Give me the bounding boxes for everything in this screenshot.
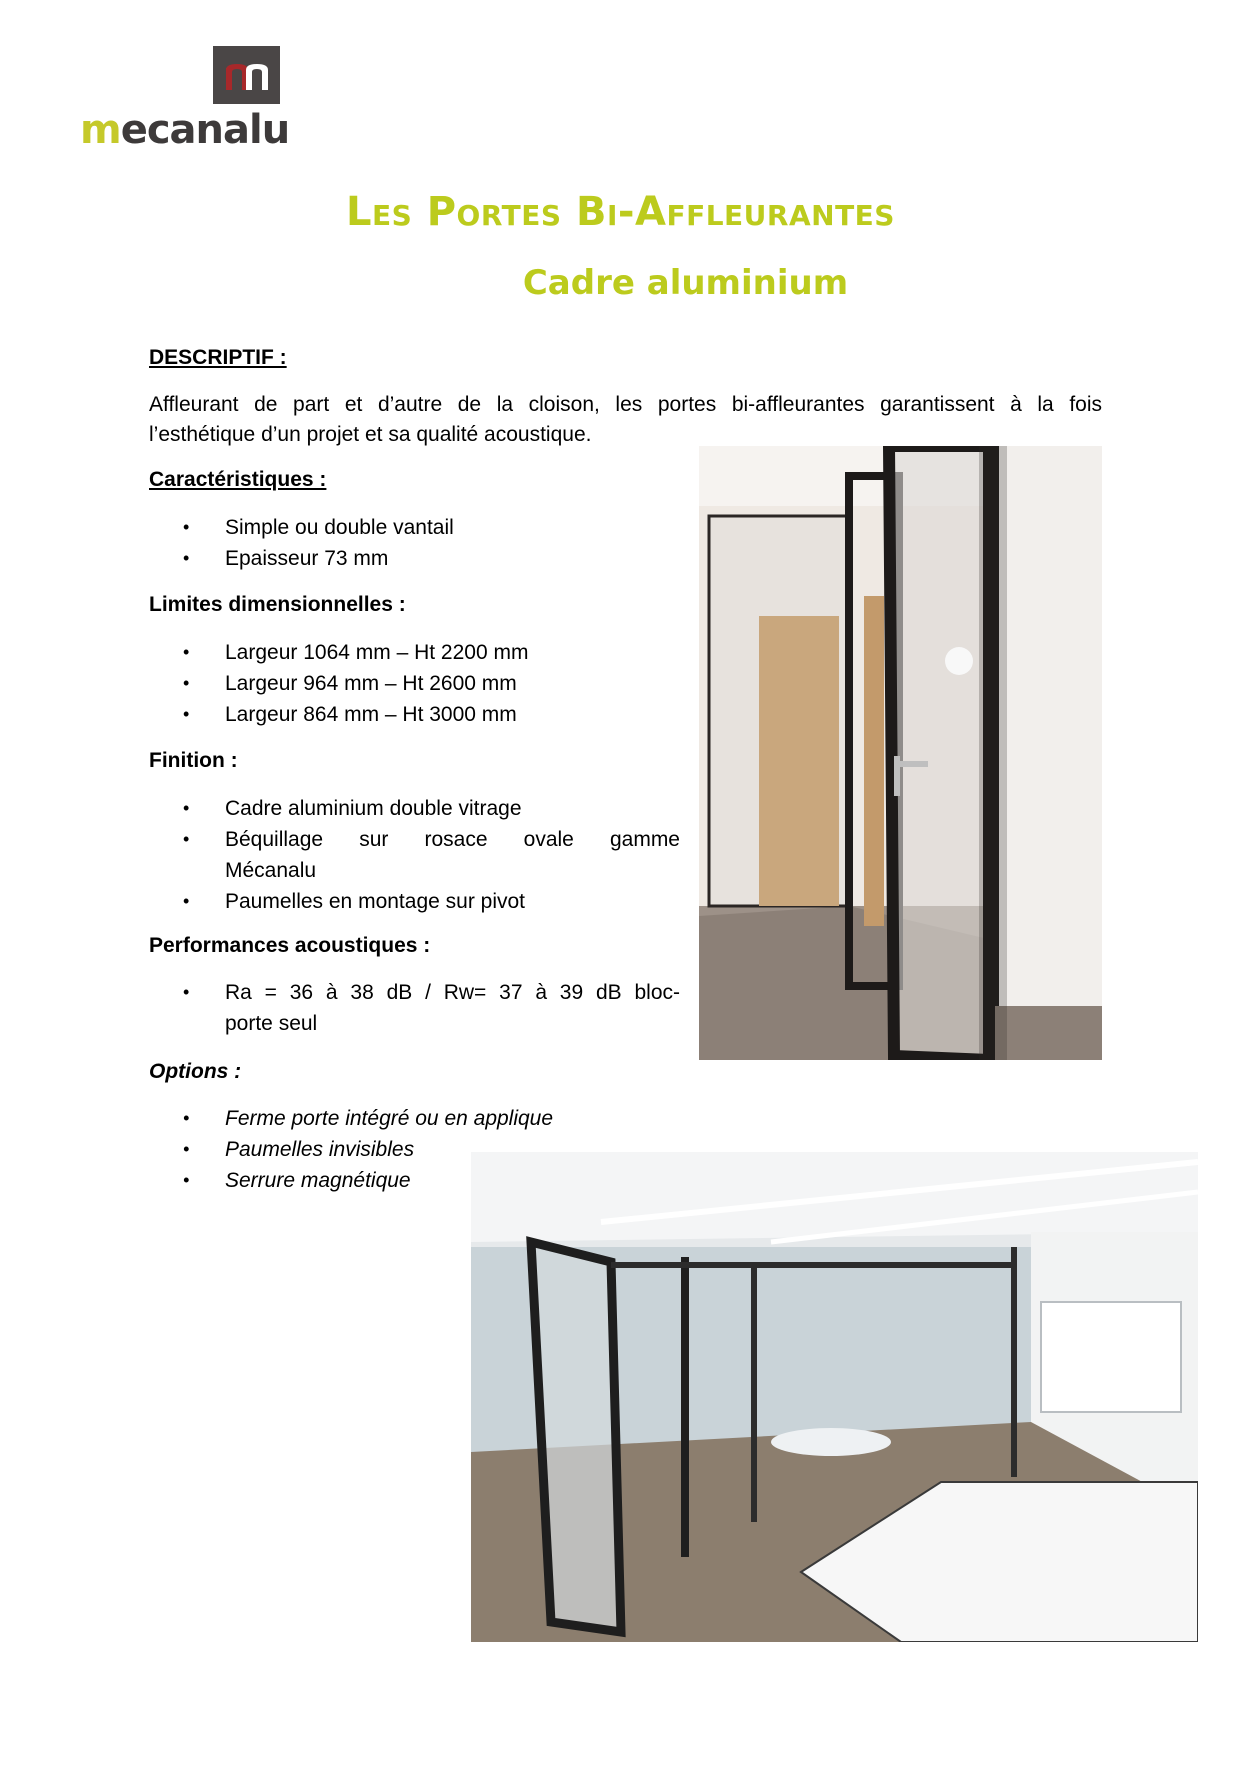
caracteristiques-list: [149, 512, 454, 574]
list-item: • Ferme porte intégré ou en applique: [149, 1103, 553, 1134]
finition-heading: Finition :: [149, 749, 238, 772]
door-photo: [699, 446, 1102, 1060]
logo-wordmark: mecanalu: [80, 107, 290, 153]
performances-list: [149, 977, 680, 1039]
page-title: Les Portes Bi-Affleurantes: [346, 189, 895, 235]
list-item: • Paumelles en montage sur pivot: [149, 886, 680, 917]
list-item: • Paumelles invisibles: [149, 1134, 553, 1165]
list-item: • Largeur 864 mm – Ht 3000 mm: [149, 699, 528, 730]
list-item-continuation: porte seul: [225, 1012, 318, 1035]
list-item: • Serrure magnétique: [149, 1165, 553, 1196]
list-item: • Cadre aluminium double vitrage: [149, 793, 680, 824]
list-item: • Simple ou double vantail: [149, 512, 454, 543]
descriptif-line-1: Affleurant de part et d’autre de la cloison, les portes bi-affleurantes garantissent à la fois: [149, 393, 1102, 416]
performances-heading: Performances acoustiques :: [149, 934, 431, 957]
caracteristiques-heading: Caractéristiques :: [149, 468, 327, 491]
descriptif-line-2: l’esthétique d’un projet et sa qualité acoustique.: [149, 423, 592, 446]
meeting-room-photo: [471, 1152, 1198, 1642]
descriptif-heading: DESCRIPTIF :: [149, 346, 287, 369]
list-item-continuation: Mécanalu: [225, 859, 317, 882]
brand-logo: [80, 46, 290, 156]
list-item: • Largeur 1064 mm – Ht 2200 mm: [149, 637, 528, 668]
limites-heading: Limites dimensionnelles :: [149, 593, 406, 616]
limites-list: [149, 637, 528, 730]
list-item: • Epaisseur 73 mm: [149, 543, 454, 574]
list-item: • Ra = 36 à 38 dB / Rw= 37 à 39 dB bloc-: [149, 977, 680, 1008]
logo-mark: [213, 46, 280, 104]
finition-list: [149, 793, 680, 917]
descriptif-text: [149, 390, 1102, 450]
list-item: • Largeur 964 mm – Ht 2600 mm: [149, 668, 528, 699]
list-item: • Béquillage sur rosace ovale gamme: [149, 824, 680, 855]
options-heading: Options :: [149, 1060, 242, 1083]
page-subtitle: Cadre aluminium: [522, 263, 849, 303]
